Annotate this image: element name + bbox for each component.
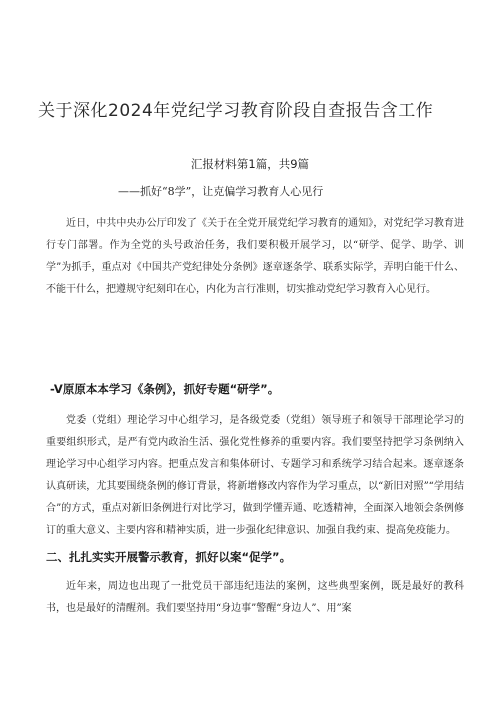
document-subheading: ——抓好“8学”，让克偏学习教育人心见行 (118, 185, 324, 198)
paragraph-intro: 近日，中共中央办公厅印发了《关于在全党开展党纪学习教育的通知》，对党纪学习教育进行专门部署。作为全党的头号政治任务，我们要积极开展学习，以“研学、促学、助学、训学”为抓手，重点对《中国共产党纪律处分条例》逐章逐条学、联系实际学，弄明白能干什么、不能干什么，把遵规守纪刻印在心，内化为言行准则，切实推动党纪学习教育入心见行。 (46, 218, 464, 295)
document-title: 关于深化2024年党纪学习教育阶段自查报告含工作 (38, 101, 434, 121)
section-heading-2: 二、扎扎实实开展警示教育，抓好以案“促学”。 (46, 550, 292, 564)
document-subtitle: 汇报材料第1篇，共9篇 (190, 157, 310, 171)
paragraph-section-1: 党委（党组）理论学习中心组学习，是各级党委（党组）领导班子和领导干部理论学习的重要组织形式，是严有党内政治生活、强化党性修养的重要内容。我们要坚持把学习条例纳入理论学习中心组学习内容。把重点发言和集体研讨、专题学习和系统学习结合起来。逐章逐条认真研读，尤其要围绕条例的修订背景，将新增修改内容作为学习重点，以“新旧对照”“学用结合”的方式，重点对新旧条例进行对比学习，做到学懂弄通、吃透精神，全面深入地领会条例修订的重大意义、主要内容和精神实质，进一步强化纪律意识、加强自我约束、提高免疫能力。 (46, 415, 464, 536)
paragraph-section-2: 近年来，周边也出现了一批党员干部违纪违法的案例，这些典型案例，既是最好的教科书，也是最好的清醒剂。我们要坚持用“身边事”警醒“身边人”、用”案 (46, 581, 464, 614)
section-heading-1: -V原原本本学习《条例》，抓好专题“研学”。 (50, 382, 280, 396)
